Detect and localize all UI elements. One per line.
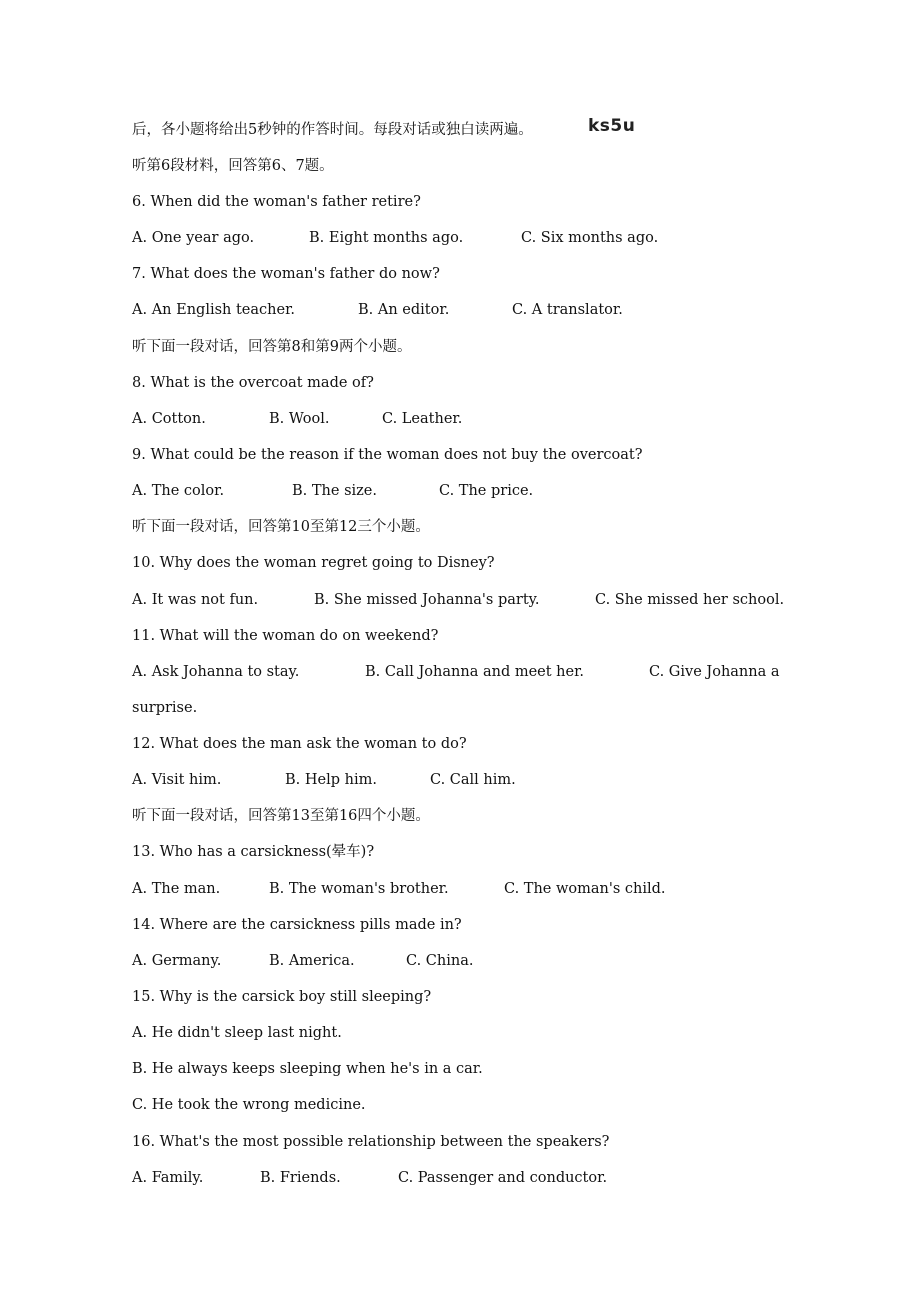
- option-a: A. An English teacher.: [132, 302, 296, 318]
- option-b: B. Call Johanna and meet her.: [365, 664, 585, 680]
- option-c: C. A translator.: [512, 302, 623, 318]
- option-c: C. Leather.: [382, 411, 463, 427]
- option-a: A. Visit him.: [132, 772, 222, 788]
- option-c: C. Give Johanna a: [649, 664, 780, 680]
- option-a: A. Family.: [132, 1170, 204, 1186]
- intro-line: 后，各小题将给出5秒钟的作答时间。每段对话或独白读两遍。: [132, 122, 533, 138]
- option-a: A. It was not fun.: [132, 592, 259, 608]
- option-c: C. The woman's child.: [504, 881, 666, 897]
- option-a: A. One year ago.: [132, 230, 255, 246]
- option-b: B. An editor.: [358, 302, 450, 318]
- ks5u-watermark: ks5u: [588, 116, 636, 136]
- question-8: 8. What is the overcoat made of?: [132, 375, 374, 391]
- option-a: A. Germany.: [132, 953, 222, 969]
- option-b: B. Friends.: [260, 1170, 341, 1186]
- options-16: [132, 1169, 608, 1241]
- question-15: 15. Why is the carsick boy still sleeping?: [132, 989, 432, 1005]
- question-6: 6. When did the woman's father retire?: [132, 194, 421, 210]
- option-b: B. The size.: [292, 483, 377, 499]
- option-b: B. Help him.: [285, 772, 377, 788]
- question-16: 16. What's the most possible relationship between the speakers?: [132, 1134, 610, 1150]
- option-c: C. She missed her school.: [595, 592, 785, 608]
- question-14: 14. Where are the carsickness pills made in?: [132, 917, 462, 933]
- option-a: A. Cotton.: [132, 411, 206, 427]
- option-c: C. Passenger and conductor.: [398, 1170, 608, 1186]
- option-c: C. Six months ago.: [521, 230, 659, 246]
- option-b: B. She missed Johanna's party.: [314, 592, 540, 608]
- question-12: 12. What does the man ask the woman to do?: [132, 736, 467, 752]
- question-10: 10. Why does the woman regret going to Disney?: [132, 555, 495, 571]
- option-c: C. The price.: [439, 483, 534, 499]
- section-heading: 听下面一段对话，回答第13至第16四个小题。: [132, 808, 430, 824]
- question-13: 13. Who has a carsickness(晕车)?: [132, 844, 375, 860]
- option-b: B. The woman's brother.: [269, 881, 449, 897]
- option-c: C. Call him.: [430, 772, 516, 788]
- section-heading: 听下面一段对话，回答第8和第9两个小题。: [132, 339, 412, 355]
- option-b: B. He always keeps sleeping when he's in a car.: [132, 1061, 483, 1077]
- question-11: 11. What will the woman do on weekend?: [132, 628, 439, 644]
- option-b: B. Eight months ago.: [309, 230, 464, 246]
- option-a: A. The color.: [132, 483, 225, 499]
- section-heading: 听第6段材料，回答第6、7题。: [132, 158, 334, 174]
- option-a: A. He didn't sleep last night.: [132, 1025, 342, 1041]
- option-b: B. America.: [269, 953, 355, 969]
- question-7: 7. What does the woman's father do now?: [132, 266, 440, 282]
- option-a: A. The man.: [132, 881, 221, 897]
- option-a: A. Ask Johanna to stay.: [132, 664, 300, 680]
- option-c: C. He took the wrong medicine.: [132, 1097, 366, 1113]
- question-9: 9. What could be the reason if the woman does not buy the overcoat?: [132, 447, 643, 463]
- option-c: C. China.: [406, 953, 474, 969]
- option-c-continued: surprise.: [132, 700, 198, 716]
- option-b: B. Wool.: [269, 411, 330, 427]
- section-heading: 听下面一段对话，回答第10至第12三个小题。: [132, 519, 430, 535]
